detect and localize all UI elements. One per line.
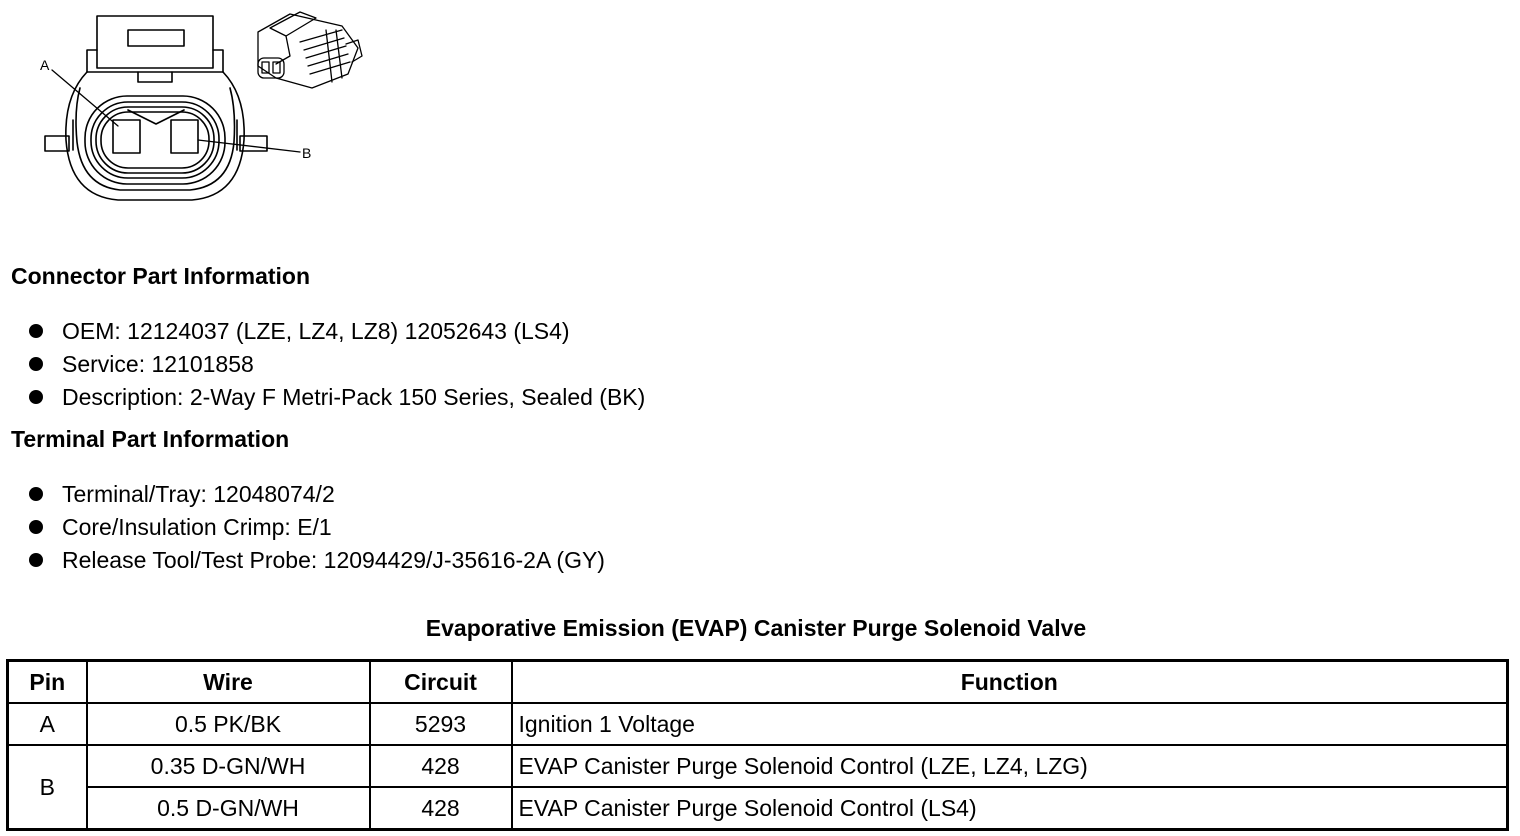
terminal-cavity-b xyxy=(171,120,198,153)
list-item-text: Release Tool/Test Probe: 12094429/J-35616-2A (GY) xyxy=(62,547,605,573)
wire-cell: 0.5 D-GN/WH xyxy=(87,787,370,830)
list-item xyxy=(0,545,605,578)
circuit-cell: 5293 xyxy=(370,703,512,745)
list-item-text: Core/Insulation Crimp: E/1 xyxy=(62,514,332,540)
list-item-text: Terminal/Tray: 12048074/2 xyxy=(62,481,335,507)
table-header-row xyxy=(8,661,1508,704)
wire-cell: 0.5 PK/BK xyxy=(87,703,370,745)
list-item xyxy=(0,349,645,382)
callout-label-b: B xyxy=(302,145,312,161)
table-row xyxy=(8,787,1508,830)
callout-label-a: A xyxy=(40,57,50,73)
connector-diagram xyxy=(0,0,380,215)
function-cell: EVAP Canister Purge Solenoid Control (LZE, LZ4, LZG) xyxy=(512,745,1508,787)
table-title: Evaporative Emission (EVAP) Canister Purge Solenoid Valve xyxy=(425,615,1087,641)
connector-part-info-list xyxy=(0,316,645,415)
wire-cell: 0.35 D-GN/WH xyxy=(87,745,370,787)
pin-cell: B xyxy=(8,745,87,830)
list-item xyxy=(0,512,605,545)
list-item xyxy=(0,479,605,512)
circuit-cell: 428 xyxy=(370,787,512,830)
list-item xyxy=(0,382,645,415)
column-header-pin: Pin xyxy=(8,661,87,704)
connector-body xyxy=(66,72,244,200)
bullet-icon xyxy=(29,553,43,567)
column-header-wire: Wire xyxy=(87,661,370,704)
bullet-icon xyxy=(29,390,43,404)
bullet-icon xyxy=(29,487,43,501)
bullet-icon xyxy=(29,324,43,338)
terminal-part-info-heading: Terminal Part Information xyxy=(11,426,290,452)
list-item-text: Service: 12101858 xyxy=(62,351,254,377)
bullet-icon xyxy=(29,520,43,534)
pinout-table xyxy=(6,659,1509,831)
table-row xyxy=(8,745,1508,787)
list-item xyxy=(0,316,645,349)
column-header-function: Function xyxy=(512,661,1508,704)
column-header-circuit: Circuit xyxy=(370,661,512,704)
connector-iso-view xyxy=(258,12,362,88)
table-row xyxy=(8,703,1508,745)
list-item-text: OEM: 12124037 (LZE, LZ4, LZ8) 12052643 (LS4) xyxy=(62,318,570,344)
bullet-icon xyxy=(29,357,43,371)
circuit-cell: 428 xyxy=(370,745,512,787)
pin-cell: A xyxy=(8,703,87,745)
function-cell: EVAP Canister Purge Solenoid Control (LS4) xyxy=(512,787,1508,830)
callout-line-a xyxy=(52,70,118,126)
function-cell: Ignition 1 Voltage xyxy=(512,703,1508,745)
terminal-part-info-list xyxy=(0,479,605,578)
connector-latch xyxy=(87,16,223,82)
connector-part-info-heading: Connector Part Information xyxy=(11,263,311,289)
list-item-text: Description: 2-Way F Metri-Pack 150 Series, Sealed (BK) xyxy=(62,384,646,410)
